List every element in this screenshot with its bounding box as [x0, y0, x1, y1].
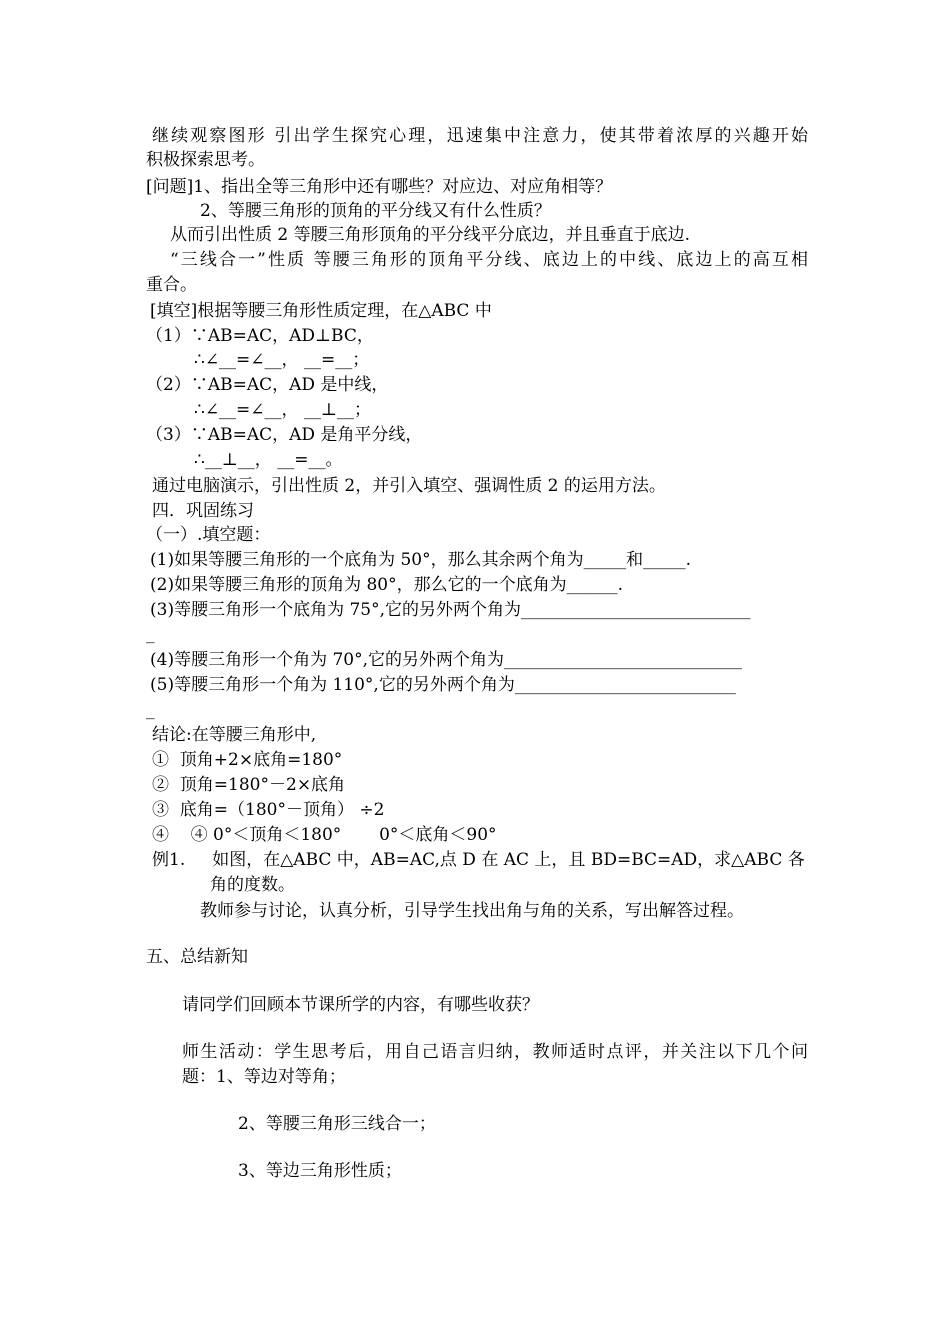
exercise-item: (2)如果等腰三角形的顶角为 80°，那么它的一个底角为______. [150, 575, 624, 595]
conclusion-item: ③ 底角=（180°－顶角） ÷2 [152, 800, 385, 820]
fill-in-item: ∴∠__=∠__， __=__； [194, 350, 370, 370]
summary-item: 3、等边三角形性质； [238, 1161, 402, 1181]
paragraph-line: 请同学们回顾本节课所学的内容，有哪些收获？ [182, 995, 539, 1015]
fill-in-item: ∴__⊥__， __=__。 [194, 450, 343, 470]
paragraph-line: 继续观察图形 引出学生探究心理，迅速集中注意力，使其带着浓厚的兴趣开始 [152, 126, 808, 146]
section-heading: 四．巩固练习 [152, 501, 254, 521]
exercise-item-overflow: _ [146, 700, 155, 720]
fill-in-item: （1）∵AB=AC，AD⊥BC， [146, 326, 374, 346]
question-line: [问题]1、指出全等三角形中还有哪些？对应边、对应角相等？ [146, 177, 613, 197]
exercise-item: (3)等腰三角形一个底角为 75°,它的另外两个角为___________________________ [150, 600, 751, 620]
paragraph-line: “三线合一”性质 等腰三角形的顶角平分线、底边上的中线、底边上的高互相 [170, 250, 808, 270]
example-line: 例1. 如图，在△ABC 中，AB=AC,点 D 在 AC 上，且 BD=BC=AD，求△ABC 各 [152, 850, 805, 870]
exercise-item: (4)等腰三角形一个角为 70°,它的另外两个角为____________________________ [150, 650, 743, 670]
conclusion-item: ② 顶角=180°－2×底角 [152, 775, 346, 795]
paragraph-line: 积极探索思考。 [146, 150, 265, 170]
conclusion-item: ① 顶角+2×底角=180° [152, 750, 343, 770]
example-line: 角的度数。 [210, 875, 295, 895]
paragraph-line: 从而引出性质 2 等腰三角形顶角的平分线平分底边，并且垂直于底边. [170, 225, 691, 245]
paragraph-line: 题：1、等边对等角； [182, 1067, 346, 1087]
subsection-heading: （一）.填空题： [146, 525, 271, 545]
fill-in-item: （2）∵AB=AC，AD 是中线， [146, 375, 389, 395]
question-line: 2、等腰三角形的顶角的平分线又有什么性质？ [200, 201, 551, 221]
fill-in-heading: [填空]根据等腰三角形性质定理，在△ABC 中 [150, 301, 492, 321]
summary-item: 2、等腰三角形三线合一； [238, 1114, 436, 1134]
paragraph-line: 师生活动：学生思考后，用自己语言归纳，教师适时点评，并关注以下几个问 [182, 1042, 808, 1062]
conclusion-item: ④ ④ 0°＜顶角＜180° 0°＜底角＜90° [152, 825, 497, 845]
fill-in-item: ∴∠__=∠__， __⊥__； [194, 400, 371, 420]
paragraph-line: 教师参与讨论，认真分析，引导学生找出角与角的关系，写出解答过程。 [200, 901, 744, 921]
exercise-item: (1)如果等腰三角形的一个底角为 50°，那么其余两个角为_____和_____. [150, 550, 692, 570]
exercise-item: (5)等腰三角形一个角为 110°,它的另外两个角为__________________________ [150, 675, 736, 695]
fill-in-item: （3）∵AB=AC，AD 是角平分线， [146, 425, 423, 445]
section-heading: 五、总结新知 [146, 947, 248, 967]
paragraph-line: 重合。 [146, 275, 197, 295]
paragraph-line: 通过电脑演示，引出性质 2，并引入填空、强调性质 2 的运用方法。 [152, 476, 666, 496]
exercise-item-overflow: _ [146, 624, 155, 644]
conclusion-heading: 结论:在等腰三角形中, [152, 725, 317, 745]
